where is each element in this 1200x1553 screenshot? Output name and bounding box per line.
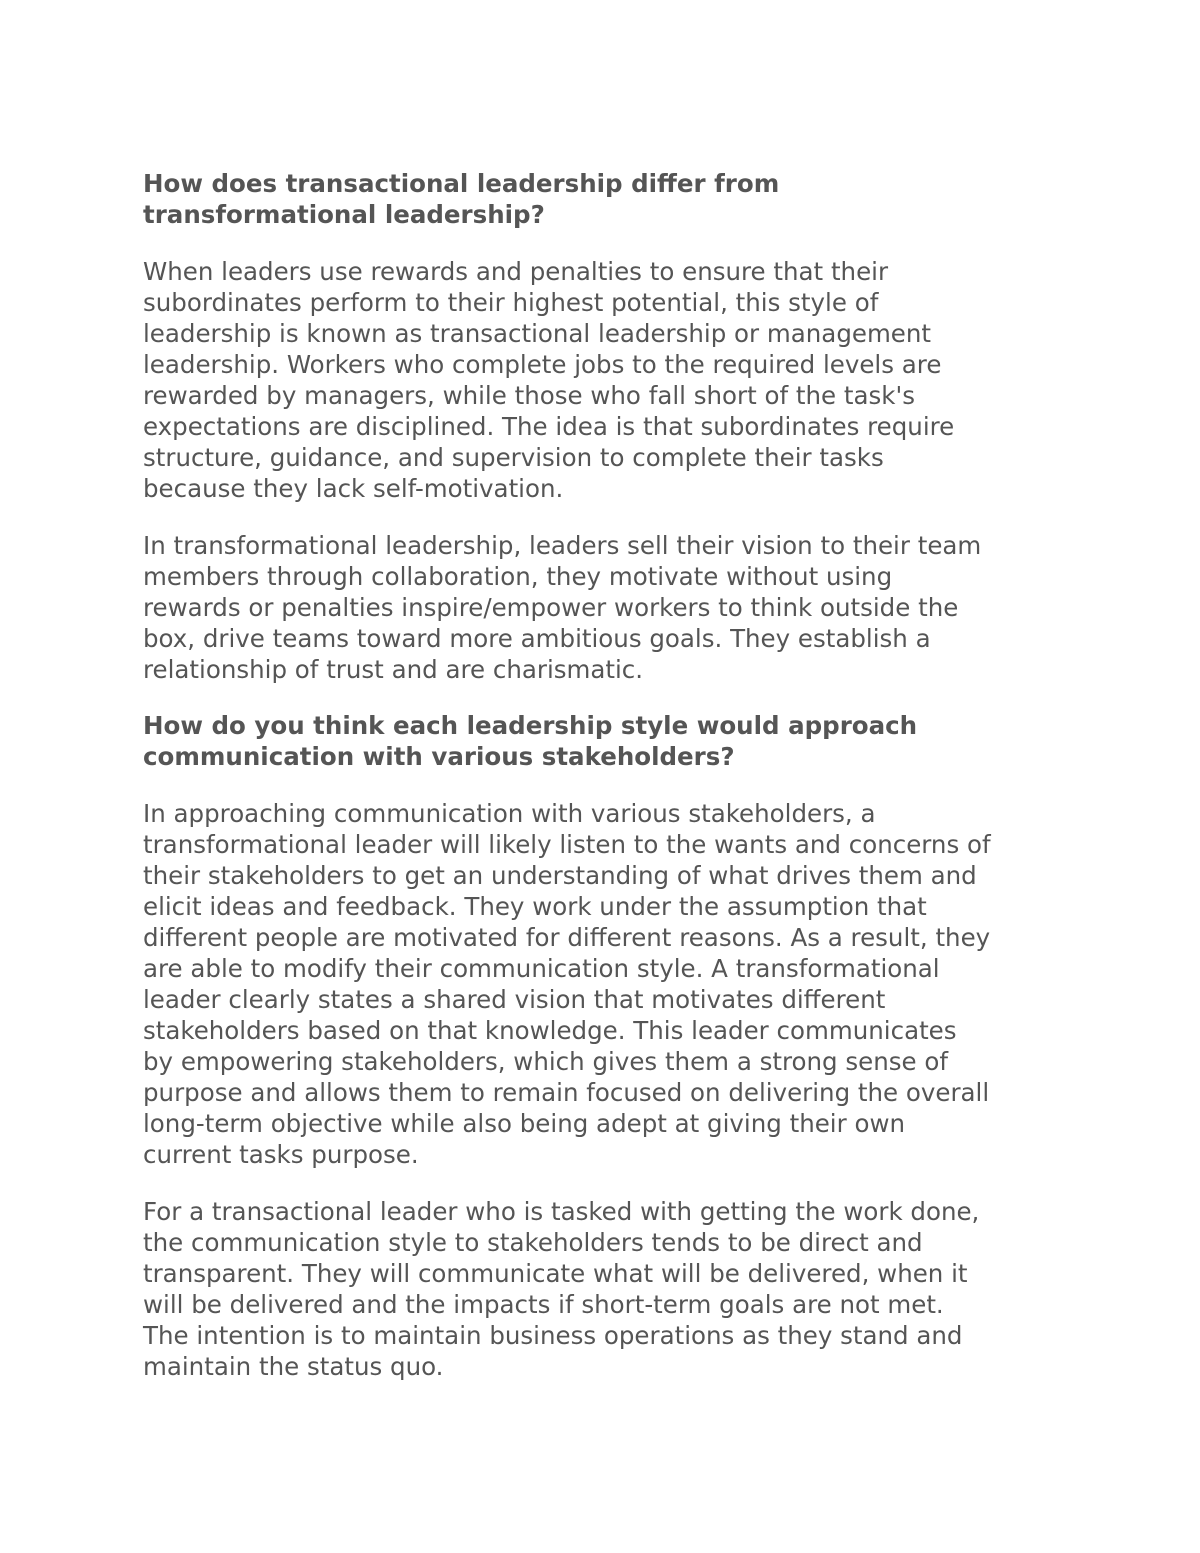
paragraph-line: rewards or penalties inspire/empower workers to think outside the (143, 593, 959, 622)
heading-line: How do you think each leadership style would approach (143, 711, 918, 740)
paragraph-line: rewarded by managers, while those who fall short of the task's (143, 381, 915, 410)
paragraph-line: box, drive teams toward more ambitious goals. They establish a (143, 624, 931, 653)
paragraph-line: transformational leader will likely listen to the wants and concerns of (143, 830, 991, 859)
paragraph-line: are able to modify their communication style. A transformational (143, 954, 940, 983)
heading-line: communication with various stakeholders? (143, 742, 735, 771)
paragraph-line: long-term objective while also being adept at giving their own (143, 1109, 906, 1138)
paragraph-line: leader clearly states a shared vision that motivates different (143, 985, 886, 1014)
paragraph-transactional-communication (143, 1196, 1073, 1382)
paragraph-line: In transformational leadership, leaders sell their vision to their team (143, 531, 982, 560)
paragraph-line: the communication style to stakeholders tends to be direct and (143, 1228, 923, 1257)
paragraph-line: will be delivered and the impacts if short-term goals are not met. (143, 1290, 944, 1319)
paragraph-line: maintain the status quo. (143, 1352, 444, 1381)
paragraph-line: current tasks purpose. (143, 1140, 419, 1169)
paragraph-transformational-communication (143, 798, 1073, 1170)
paragraph-line: their stakeholders to get an understanding of what drives them and (143, 861, 977, 890)
paragraph-line: leadership. Workers who complete jobs to the required levels are (143, 350, 942, 379)
paragraph-line: When leaders use rewards and penalties to ensure that their (143, 257, 889, 286)
paragraph-line: leadership is known as transactional leadership or management (143, 319, 932, 348)
heading-line: transformational leadership? (143, 200, 545, 229)
paragraph-line: members through collaboration, they motivate without using (143, 562, 893, 591)
paragraph-transactional-definition (143, 256, 1073, 504)
paragraph-line: In approaching communication with various stakeholders, a (143, 799, 876, 828)
paragraph-line: expectations are disciplined. The idea is that subordinates require (143, 412, 955, 441)
paragraph-line: elicit ideas and feedback. They work under the assumption that (143, 892, 927, 921)
paragraph-line: purpose and allows them to remain focused on delivering the overall (143, 1078, 990, 1107)
paragraph-line: by empowering stakeholders, which gives them a strong sense of (143, 1047, 948, 1076)
paragraph-line: different people are motivated for different reasons. As a result, they (143, 923, 991, 952)
paragraph-line: subordinates perform to their highest potential, this style of (143, 288, 879, 317)
paragraph-line: For a transactional leader who is tasked with getting the work done, (143, 1197, 980, 1226)
heading-line: How does transactional leadership differ from (143, 169, 780, 198)
paragraph-transformational-definition (143, 530, 1073, 685)
paragraph-line: The intention is to maintain business operations as they stand and (143, 1321, 963, 1350)
paragraph-line: because they lack self-motivation. (143, 474, 564, 503)
question-heading-transactional-vs-transformational (143, 168, 1073, 230)
paragraph-line: structure, guidance, and supervision to complete their tasks (143, 443, 884, 472)
document-body (143, 168, 1073, 1382)
paragraph-line: transparent. They will communicate what will be delivered, when it (143, 1259, 968, 1288)
paragraph-line: relationship of trust and are charismatic. (143, 655, 644, 684)
question-heading-communication (143, 710, 1073, 772)
paragraph-line: stakeholders based on that knowledge. This leader communicates (143, 1016, 957, 1045)
